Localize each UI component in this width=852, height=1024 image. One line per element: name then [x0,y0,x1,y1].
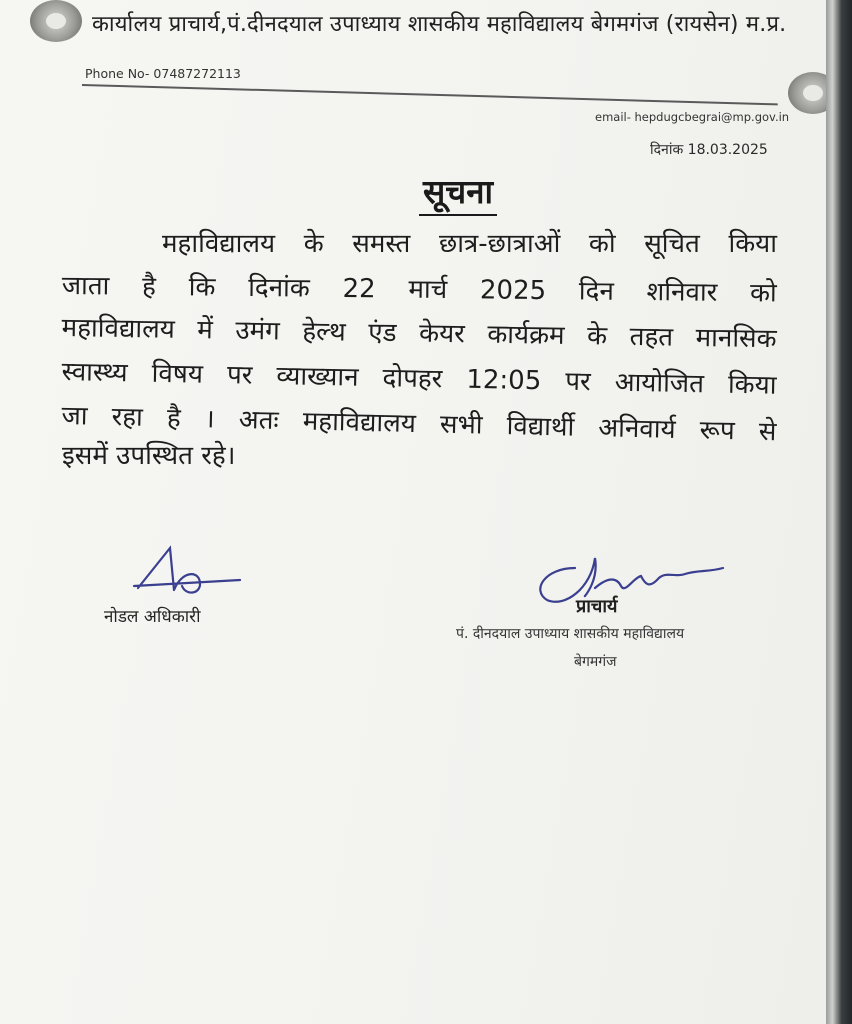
notice-date: दिनांक 18.03.2025 [650,142,768,158]
nodal-officer-signature [130,540,250,610]
principal-label: प्राचार्य [576,596,618,617]
notice-line: महाविद्यालय के समस्त छात्र-छात्राओं को सूचित किया [162,229,777,259]
college-name: पं. दीनदयाल उपाध्याय शासकीय महाविद्यालय [456,626,685,642]
college-emblem-left-icon [30,0,82,42]
phone-number: Phone No- 07487272113 [85,66,241,81]
notice-line: महाविद्यालय में उमंग हेल्थ एंड केयर कार्यक्रम के तहत मानसिक [61,312,777,355]
background-edge [826,0,852,1024]
college-emblem-right-icon [788,72,826,114]
email-address: email- hepdugcbegrai@mp.gov.in [595,110,790,124]
notice-title-wrap [0,168,826,216]
principal-signature [525,548,735,608]
letterhead-divider [82,84,778,105]
notice-line: इसमें उपस्थित रहे। [62,441,236,471]
notice-line: जा रहा है । अतः महाविद्यालय सभी विद्यार्थी अनिवार्य रूप से [61,400,777,448]
notice-line: स्वास्थ्य विषय पर व्याख्यान दोपहर 12:05 पर आयोजित किया [61,356,777,401]
notice-line: जाता है कि दिनांक 22 मार्च 2025 दिन शनिवार को [61,270,777,309]
notice-title: सूचना [419,168,497,216]
office-title: कार्यालय प्राचार्य,पं.दीनदयाल उपाध्याय शासकीय महाविद्यालय बेगमगंज (रायसेन) म.प्र. [92,12,787,37]
nodal-officer-label: नोडल अधिकारी [104,607,201,627]
college-place: बेगमगंज [574,654,617,670]
